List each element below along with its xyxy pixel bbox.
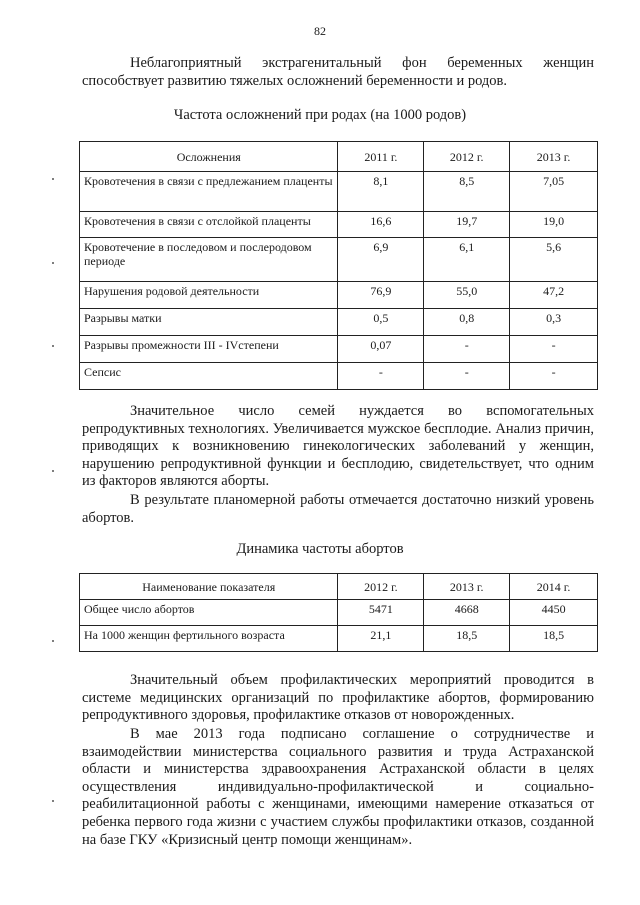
row-label: Разрывы промежности III - IVстепени	[80, 336, 338, 363]
cell-value: 21,1	[338, 626, 424, 652]
cell-value: -	[510, 336, 598, 363]
scan-dot	[52, 262, 54, 264]
row-label: Сепсис	[80, 363, 338, 390]
cell-value: 7,05	[510, 172, 598, 212]
paragraph-agreement: В мае 2013 года подписано соглашение о сотрудничестве и взаимодействии министерства социального развития и труда Астраханской области и министерства здравоохранения Астраханской области в целях осуществления индивидуально-профилактической и социально-реабилитационной работы с женщинами, имеющими намерение отказаться от ребенка первого года жизни с участием службы профилактики отказов, созданной на базе ГКУ «Кризисный центр помощи женщинам».	[82, 726, 594, 848]
row-label: Кровотечения в связи с предлежанием плаценты	[80, 172, 338, 212]
table-row	[80, 282, 598, 309]
cell-value: 4668	[424, 600, 510, 626]
table-header-row	[80, 574, 598, 600]
row-label: На 1000 женщин фертильного возраста	[80, 626, 338, 652]
row-label: Общее число абортов	[80, 600, 338, 626]
table-row	[80, 172, 598, 212]
page-number: 82	[314, 24, 326, 38]
cell-value: 6,1	[424, 238, 510, 282]
column-header: 2012 г.	[424, 142, 510, 172]
column-header: 2012 г.	[338, 574, 424, 600]
table2-caption: Динамика частоты абортов	[236, 541, 404, 557]
scan-dot	[52, 178, 54, 180]
table-row	[80, 238, 598, 282]
column-header: 2013 г.	[424, 574, 510, 600]
cell-value: 0,3	[510, 309, 598, 336]
column-header: 2014 г.	[510, 574, 598, 600]
cell-value: -	[338, 363, 424, 390]
table-header-row	[80, 142, 598, 172]
cell-value: 47,2	[510, 282, 598, 309]
paragraph-abortion-level: В результате планомерной работы отмечается достаточно низкий уровень абортов.	[82, 492, 594, 526]
cell-value: 18,5	[510, 626, 598, 652]
cell-value: -	[424, 336, 510, 363]
cell-value: 0,5	[338, 309, 424, 336]
cell-value: 5,6	[510, 238, 598, 282]
cell-value: 18,5	[424, 626, 510, 652]
scan-dot	[52, 345, 54, 347]
cell-value: 8,5	[424, 172, 510, 212]
cell-value: 16,6	[338, 212, 424, 238]
cell-value: 19,0	[510, 212, 598, 238]
table-row	[80, 363, 598, 390]
paragraph-reproductive: Значительное число семей нуждается во вспомогательных репродуктивных технологиях. Увеличивается мужское бесплодие. Анализ причин, приводящих к возникновению гинекологических заболеваний у женщин, нарушению репродуктивной функции и бесплодию, свидетельствует, что одним из факторов являются аборты.	[82, 403, 594, 490]
column-header: Осложнения	[80, 142, 338, 172]
cell-value: 55,0	[424, 282, 510, 309]
row-label: Разрывы матки	[80, 309, 338, 336]
cell-value: 0,07	[338, 336, 424, 363]
cell-value: 76,9	[338, 282, 424, 309]
cell-value: 5471	[338, 600, 424, 626]
scan-dot	[52, 470, 54, 472]
row-label: Нарушения родовой деятельности	[80, 282, 338, 309]
abortion-table	[79, 573, 598, 652]
row-label: Кровотечения в связи с отслойкой плаценты	[80, 212, 338, 238]
cell-value: -	[510, 363, 598, 390]
cell-value: 6,9	[338, 238, 424, 282]
cell-value: 4450	[510, 600, 598, 626]
table-row	[80, 212, 598, 238]
paragraph-prevention: Значительный объем профилактических мероприятий проводится в системе медицинских организаций по профилактике абортов, формированию репродуктивного здоровья, профилактике отказов от новорожденных.	[82, 672, 594, 724]
table-row	[80, 626, 598, 652]
cell-value: 0,8	[424, 309, 510, 336]
table-row	[80, 309, 598, 336]
intro-paragraph: Неблагоприятный экстрагенитальный фон беременных женщин способствует развитию тяжелых осложнений беременности и родов.	[82, 55, 594, 89]
cell-value: 8,1	[338, 172, 424, 212]
cell-value: 19,7	[424, 212, 510, 238]
column-header: 2011 г.	[338, 142, 424, 172]
cell-value: -	[424, 363, 510, 390]
scan-dot	[52, 800, 54, 802]
table-row	[80, 600, 598, 626]
column-header: Наименование показателя	[80, 574, 338, 600]
row-label: Кровотечение в последовом и послеродовом периоде	[80, 238, 338, 282]
complications-table	[79, 141, 598, 390]
column-header: 2013 г.	[510, 142, 598, 172]
scan-dot	[52, 640, 54, 642]
table-row	[80, 336, 598, 363]
table1-caption: Частота осложнений при родах (на 1000 родов)	[173, 107, 467, 123]
